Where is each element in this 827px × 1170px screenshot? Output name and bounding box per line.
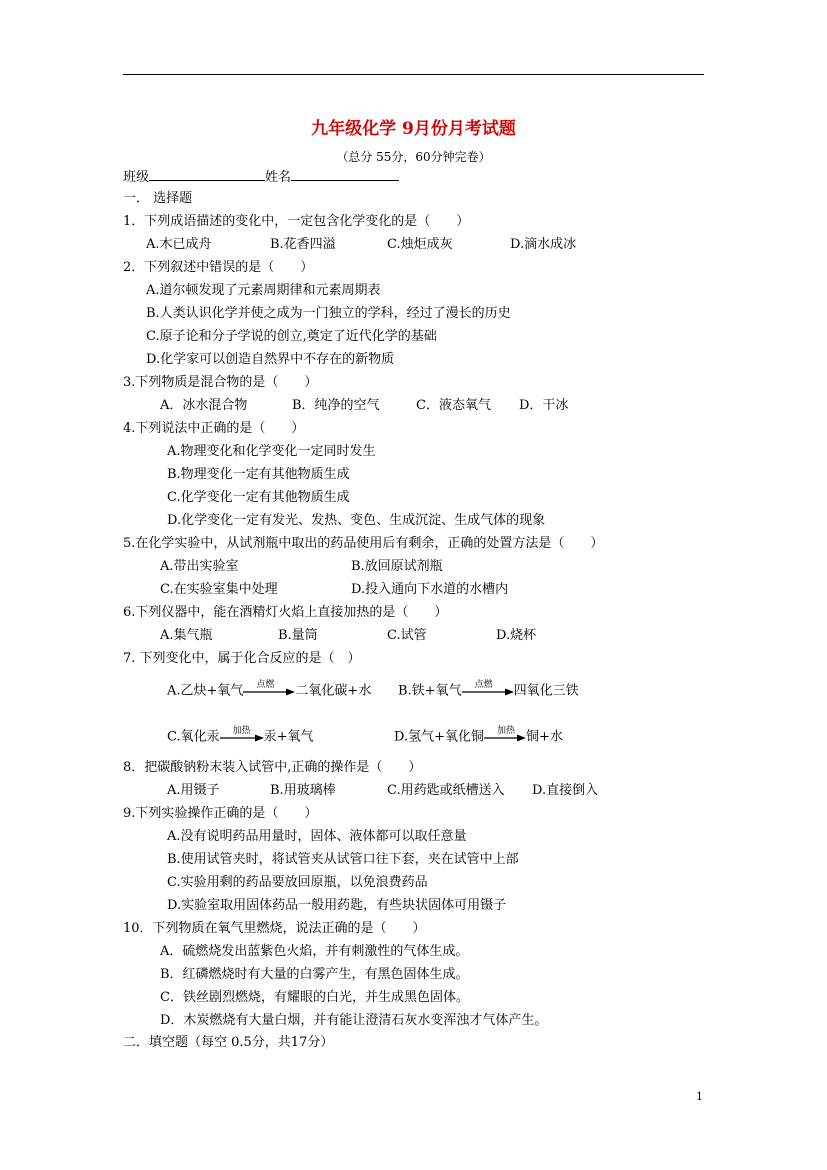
option-c: C.试管 [387, 628, 427, 643]
question-stem: 2．下列叙述中错误的是（ ） [123, 260, 314, 275]
question-stem: 5.在化学实验中，从试剂瓶中取出的药品使用后有剩余，正确的处置方法是（ ） [123, 536, 604, 551]
option-a: A.没有说明药品用量时，固体、液体都可以取任意量 [167, 829, 467, 844]
section-heading: 二．填空题（每空 0.5分，共17分） [123, 1035, 334, 1050]
option-a: A.木已成舟 [146, 237, 212, 252]
option-d: D.化学变化一定有发光、发热、变色、生成沉淀、生成气体的现象 [167, 513, 546, 528]
page-number: 1 [696, 1090, 703, 1103]
option-b: B.量筒 [278, 628, 318, 643]
option-d: D.烧杯 [496, 628, 537, 643]
option-c: C.在实验室集中处理 [160, 582, 278, 597]
option-b: B.人类认识化学并使之成为一门独立的学科，经过了漫长的历史 [146, 306, 511, 321]
option-a: A.物理变化和化学变化一定同时发生 [167, 444, 376, 459]
option-a: A.集气瓶 [160, 628, 213, 643]
option-a [167, 680, 372, 700]
option-c: C．铁丝剧烈燃烧，有耀眼的白光，并生成黑色固体。 [160, 990, 469, 1005]
option-c: C.烛炬成灰 [387, 237, 453, 252]
reaction-arrow [220, 726, 264, 745]
option-d: D.化学家可以创造自然界中不存在的新物质 [146, 352, 395, 367]
option-d: D.实验室取用固体药品一般用药匙，有些块状固体可用镊子 [167, 898, 507, 913]
header-rule [123, 74, 704, 75]
reactants: B.铁+氧气 [398, 683, 462, 699]
option-b: B.放回原试剂瓶 [351, 559, 443, 574]
option-d: D.滴水成冰 [510, 237, 577, 252]
section-heading: 一． 选择题 [123, 191, 193, 206]
arrow-icon [484, 734, 526, 742]
reaction-arrow [484, 726, 526, 745]
reaction-condition: 点燃 [256, 680, 275, 690]
question-stem: 6.下列仪器中，能在酒精灯火焰上直接加热的是（ ） [123, 605, 448, 620]
reactants: D.氢气+氧化铜 [394, 729, 484, 745]
reaction-arrow [243, 680, 295, 699]
option-b: B.使用试管夹时，将试管夹从试管口往下套，夹在试管中上部 [167, 852, 519, 867]
page-subtitle: （总分 55分，60分钟完卷） [336, 150, 491, 164]
option-d: D.投入通向下水道的水槽内 [351, 582, 509, 597]
question-stem: 8．把碳酸钠粉末装入试管中,正确的操作是（ ） [123, 760, 422, 775]
option-b: B.用玻璃棒 [270, 783, 336, 798]
question-stem: 9.下列实验操作正确的是（ ） [123, 806, 318, 821]
option-a: A．硫燃烧发出蓝紫色火焰，并有刺激性的气体生成。 [160, 944, 469, 959]
option-d: D.直接倒入 [532, 783, 599, 798]
option-b: B.花香四溢 [270, 237, 336, 252]
products: 四氧化三铁 [513, 683, 579, 699]
arrow-icon [462, 688, 514, 696]
arrow-icon [243, 688, 295, 696]
reaction-condition: 加热 [232, 726, 251, 736]
reaction-arrow [462, 680, 514, 699]
option-c: C.实验用剩的药品要放回原瓶，以免浪费药品 [167, 875, 428, 890]
arrow-icon [220, 734, 264, 742]
student-info-line [123, 168, 399, 186]
products: 铜+水 [526, 729, 563, 745]
option-c: C.化学变化一定有其他物质生成 [167, 490, 350, 505]
option-a: A．冰水混合物 [160, 398, 248, 413]
option-c: C.用药匙或纸槽送入 [387, 783, 505, 798]
option-d: D．木炭燃烧有大量白烟，并有能让澄清石灰水变浑浊才气体产生。 [160, 1013, 548, 1028]
option-c [167, 726, 314, 746]
option-b [398, 680, 579, 700]
option-b: B.物理变化一定有其他物质生成 [167, 467, 350, 482]
option-b: B．纯净的空气 [292, 398, 380, 413]
question-stem: 10．下列物质在氧气里燃烧，说法正确的是（ ） [123, 921, 426, 936]
option-a: A.带出实验室 [160, 559, 239, 574]
reactants: A.乙炔+氧气 [167, 683, 244, 699]
name-label: 姓名 [265, 170, 292, 185]
products: 二氧化碳+水 [295, 683, 372, 699]
reaction-condition: 点燃 [474, 680, 493, 690]
option-a: A.用镊子 [167, 783, 220, 798]
page-title: 九年级化学 9月份月考试题 [311, 119, 516, 139]
reaction-condition: 加热 [496, 726, 515, 736]
class-blank[interactable] [149, 168, 265, 181]
option-d [394, 726, 563, 746]
question-stem: 4.下列说法中正确的是（ ） [123, 421, 305, 436]
class-label: 班级 [123, 170, 150, 185]
option-c: C.原子论和分子学说的创立,奠定了近代化学的基础 [146, 329, 437, 344]
name-blank[interactable] [291, 168, 399, 181]
reactants: C.氧化汞 [167, 729, 220, 745]
option-d: D．干冰 [519, 398, 569, 413]
question-stem: 3.下列物质是混合物的是（ ） [123, 375, 318, 390]
products: 汞+氧气 [263, 729, 314, 745]
question-stem: 1．下列成语描述的变化中，一定包含化学变化的是（ ） [123, 214, 470, 229]
option-a: A.道尔顿发现了元素周期律和元素周期表 [146, 283, 381, 298]
option-c: C．液态氧气 [416, 398, 491, 413]
option-b: B．红磷燃烧时有大量的白雾产生，有黑色固体生成。 [160, 967, 469, 982]
question-stem: 7. 下列变化中，属于化合反应的是（ ） [123, 651, 361, 666]
